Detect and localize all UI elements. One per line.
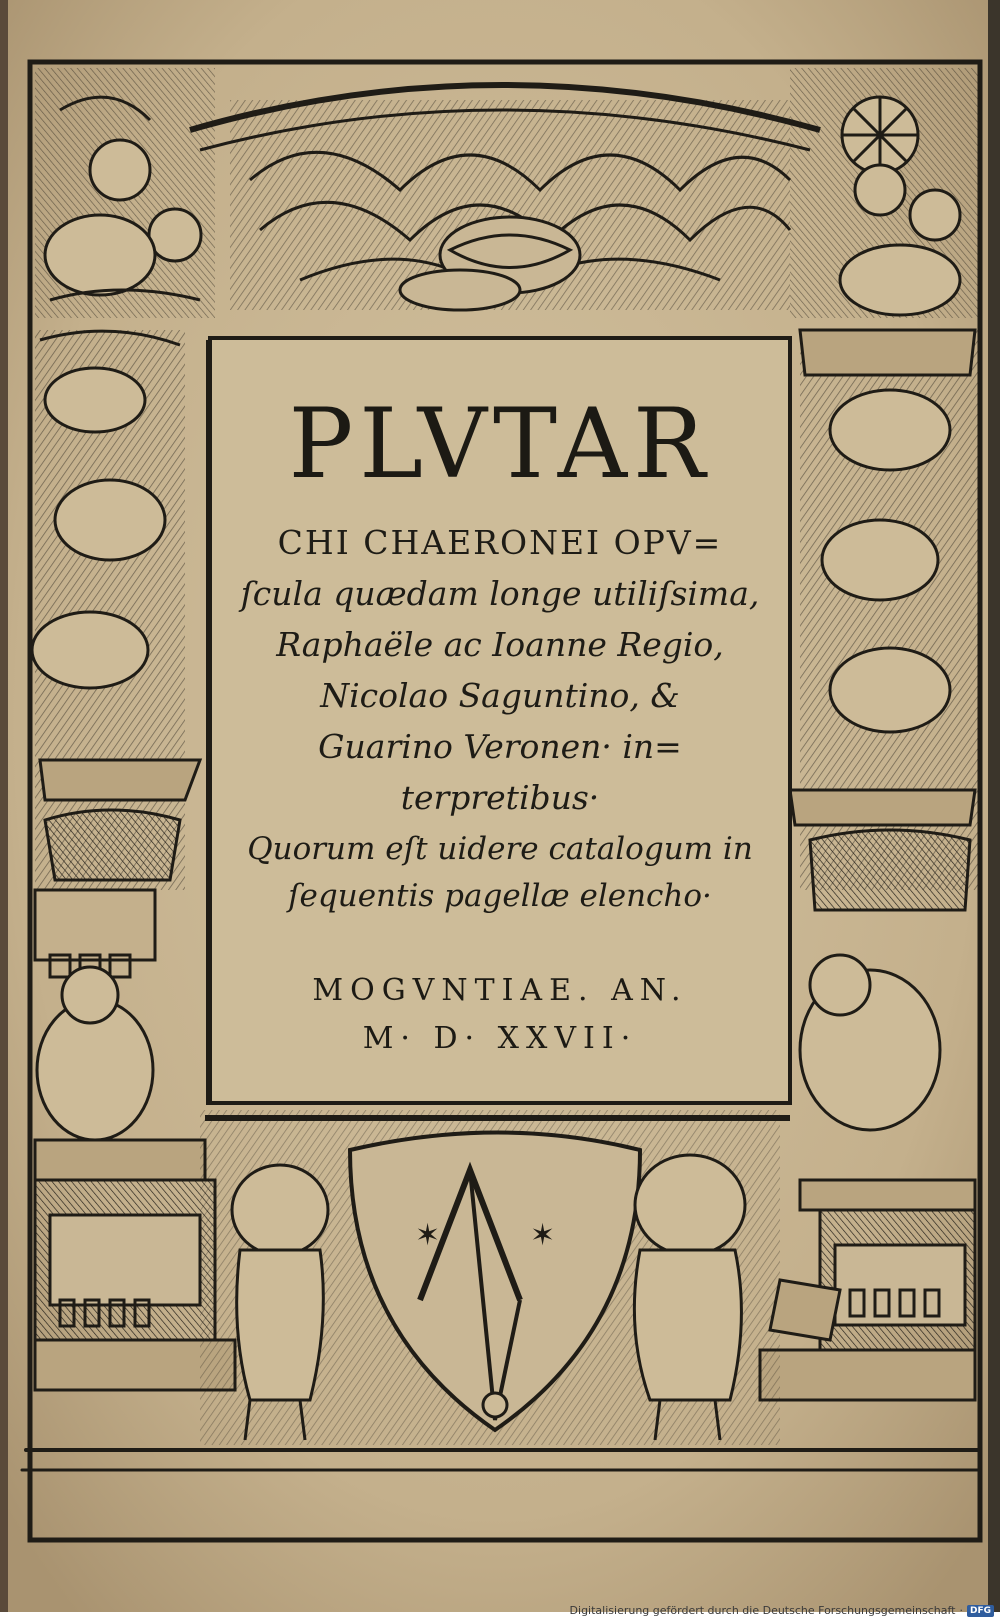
svg-text:✶: ✶ [415,1218,441,1253]
title-line-6: terpretibus· [400,778,600,817]
imprint-place: MOGVNTIAE. AN. [312,973,688,1008]
title-line-2: ſcula quædam longe utiliſsima, [240,574,760,613]
title-line-3: Raphaële ac Ioanne Regio, [276,625,724,664]
separator: · [959,1604,963,1617]
title-line-8: ſequentis pagellæ elencho· [288,878,712,914]
title-heading: PLVTAR [288,388,712,500]
svg-text:✶: ✶ [530,1218,556,1253]
title-line-1: CHI CHAERONEI OPV= [277,523,723,562]
imprint-year: M· D· XXVII· [362,1021,638,1056]
title-line-7: Quorum eſt uidere catalogum in [247,831,753,867]
title-block [210,338,790,1103]
left-cherubs [35,68,215,318]
digitization-credit [570,1604,994,1617]
credit-text: Digitalisierung gefördert durch die Deutsche Forschungsgemeinschaft [569,1604,956,1617]
right-cherubs [790,68,978,318]
top-garland [190,85,820,310]
title-line-4: Nicolao Saguntino, & [320,676,680,715]
bottom-scene [200,1110,840,1445]
title-line-5: Guarino Veronen· in= [318,727,682,766]
dfg-logo-icon: DFG [967,1605,994,1617]
